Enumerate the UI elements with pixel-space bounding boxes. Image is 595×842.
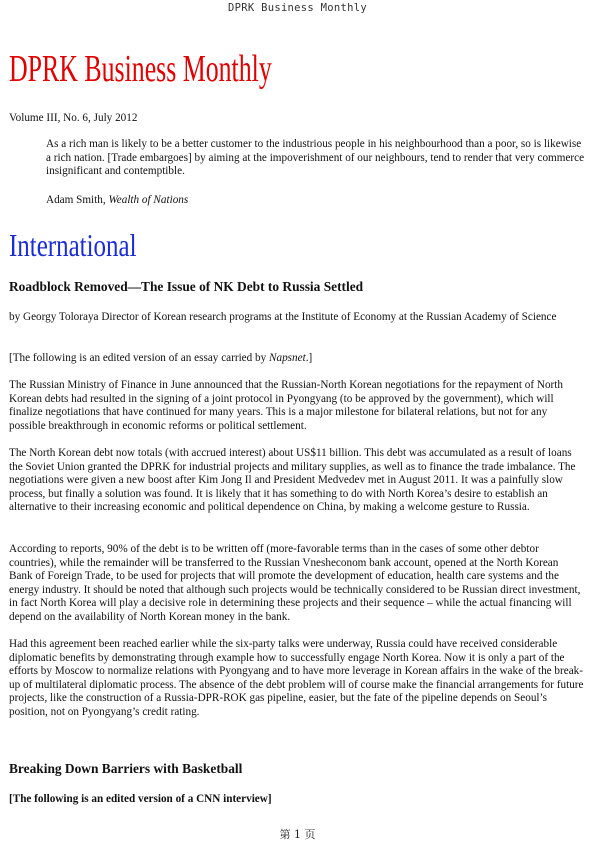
masthead-title: DPRK Business Monthly <box>9 48 272 90</box>
article-paragraph: The North Korean debt now totals (with accrued interest) about US$11 billion. This debt was accumulated as a result of loans the Soviet Union granted the DPRK for industrial projects and military supplies, as well as to finance the trade imbalance. The negotiations were given a new boost after Kim Jong Il and President Medvedev met in August 2011. It was a painfully slow process, but finally a solution was found. It is likely that it has something to do with North Korea’s desire to establish an alternative to their increasing economic and political dependence on China, by making a welcome gesture to Russia. <box>9 447 576 514</box>
issue-line: Volume III, No. 6, July 2012 <box>9 112 138 124</box>
article-title: Roadblock Removed—The Issue of NK Debt to Russia Settled <box>9 279 364 294</box>
article-paragraph: Had this agreement been reached earlier while the six-party talks were underway, Russia could have received considerable diplomatic benefits by demonstrating through example how to successfully engage North Korea. Now it is only a part of the efforts by Moscow to normalize relations with Pyongyang and to have more leverage in Korean affairs in the wake of the break-up of multilateral diplomatic process. The absence of the debt problem will of course make the financial arrangements for future projects, like the construction of a Russia-DPR-ROK gas pipeline, easier, but the fate of the pipeline depends on Seoul’s position, not on Pyongyang’s credit rating. <box>9 638 584 718</box>
epigraph-work: Wealth of Nations <box>108 194 189 206</box>
article-source-note: [The following is an edited version of a CNN interview] <box>9 793 272 805</box>
article-title: Breaking Down Barriers with Basketball <box>9 761 243 776</box>
article-source-note <box>9 352 584 366</box>
page-number: 第 1 页 <box>279 828 316 841</box>
article-paragraph: According to reports, 90% of the debt is to be written off (more-favorable terms than in the cases of some other debtor countries), while the remainder will be transferred to the Russian Vnesheconom bank account, opened at the North Korean Bank of Foreign Trade, to be used for projects that will promote the development of education, health care systems and the energy industry. It should be noted that although such projects would be technically considered to be Russian direct investment, in fact North Korea will play a decisive role in determining these projects and their sequence – while the actual financing will depend on the availability of North Korean money in the bank. <box>9 543 581 623</box>
source-note-prefix: [The following is an edited version of an essay carried by <box>9 352 267 364</box>
epigraph-quote: As a rich man is likely to be a better customer to the industrious people in his neighbourhood than a poor, so is likewise a rich nation. [Trade embargoes] by aiming at the impoverishment of our neighbours, tend to render that very commerce insignificant and contemptible. <box>46 138 585 178</box>
epigraph-author: Adam Smith, <box>46 194 106 206</box>
article-paragraph: The Russian Ministry of Finance in June announced that the Russian-North Korean negotiations for the repayment of North Korean debts had resulted in the signing of a joint protocol in Pyongyang (to be approved by the government), which will finalize negotiations that have continued for many years. This is a major milestone for bilateral relations, but not for any possible breakthrough in economic reforms or political settlement. <box>9 379 563 432</box>
section-title: International <box>9 227 137 263</box>
source-note-suffix: .] <box>305 352 313 364</box>
epigraph-attribution <box>46 194 188 206</box>
article-byline: by Georgy Toloraya Director of Korean research programs at the Institute of Economy at the Russian Academy of Science <box>9 311 557 323</box>
source-note-publication: Napsnet <box>269 352 306 364</box>
running-header: DPRK Business Monthly <box>227 2 368 14</box>
